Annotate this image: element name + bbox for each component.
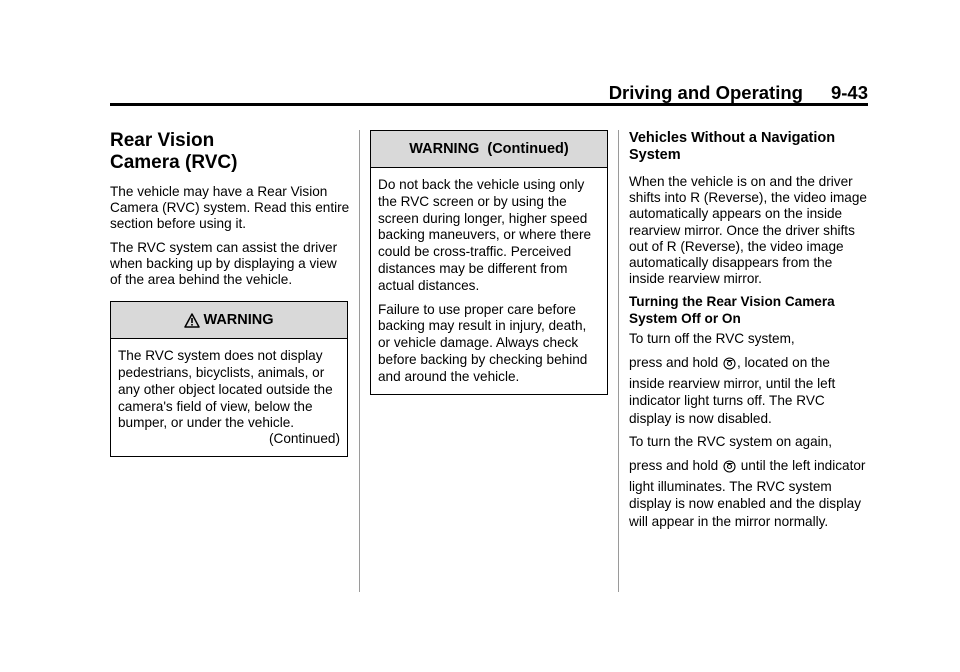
column-2 xyxy=(370,130,610,395)
warning-body xyxy=(111,339,347,456)
page-header xyxy=(110,82,868,104)
assist-paragraph: The RVC system can assist the driver when backing up by displaying a view of the area behind the vehicle. xyxy=(110,239,338,288)
warning-continued: (Continued) xyxy=(268,431,340,447)
warning-triangle-icon xyxy=(184,313,200,328)
turning-heading: Turning the Rear Vision Camera System Off or On xyxy=(629,294,835,326)
column-divider-1 xyxy=(359,130,360,592)
column-1 xyxy=(110,130,350,457)
warning-continued-label: WARNING (Continued) xyxy=(409,140,569,157)
page-number: 9-43 xyxy=(830,82,868,103)
warning-continued-header xyxy=(371,131,607,168)
column-divider-2 xyxy=(618,130,619,592)
warning-text: The RVC system does not display pedestrians, bicyclists, animals, or any other object located outside the camera's field of view, below the bumper, or under the vehicle. xyxy=(118,348,333,431)
turn-on-instructions: press and hold until the left indicator light illuminates. The RVC system display is now enabled and the display will appear in the mirror normally. xyxy=(629,458,866,529)
section-title: Rear Vision Camera (RVC) xyxy=(110,130,238,173)
header-rule xyxy=(110,103,868,106)
warning-continued-body xyxy=(371,168,607,394)
warning-paragraph-2: Failure to use proper care before backing may result in injury, death, or vehicle damage. Always check before backing by checking behind and around the vehicle. xyxy=(378,301,588,384)
warning-header xyxy=(111,302,347,339)
subsection-title: Vehicles Without a Navigation System xyxy=(629,130,836,163)
camera-button-icon xyxy=(723,460,736,478)
intro-paragraph: The vehicle may have a Rear Vision Camera (RVC) system. Read this entire section before using it. xyxy=(110,184,350,232)
column-3 xyxy=(629,130,869,537)
warning-box xyxy=(110,301,348,457)
warning-label: WARNING xyxy=(203,312,274,329)
reverse-paragraph: When the vehicle is on and the driver shifts into R (Reverse), the video image automatically appears on the inside rearview mirror. Once the driver shifts out of R (Reverse), the video image automatically disappears from the inside rearview mirror. xyxy=(629,174,867,287)
header-section-title: Driving and Operating xyxy=(608,82,803,103)
turn-off-intro: To turn off the RVC system, xyxy=(629,330,795,346)
warning-continued-box xyxy=(370,130,608,395)
turn-on-intro: To turn the RVC system on again, xyxy=(629,434,833,450)
warning-paragraph-1: Do not back the vehicle using only the RVC screen or by using the screen during longer, higher speed backing maneuvers, or where there could be cross-traffic. Perceived distances may be different from actual distances. xyxy=(378,177,592,293)
turn-off-instructions: press and hold , located on the inside rearview mirror, until the left indicator light turns off. The RVC display is now disabled. xyxy=(629,355,836,426)
camera-button-icon xyxy=(723,357,736,375)
